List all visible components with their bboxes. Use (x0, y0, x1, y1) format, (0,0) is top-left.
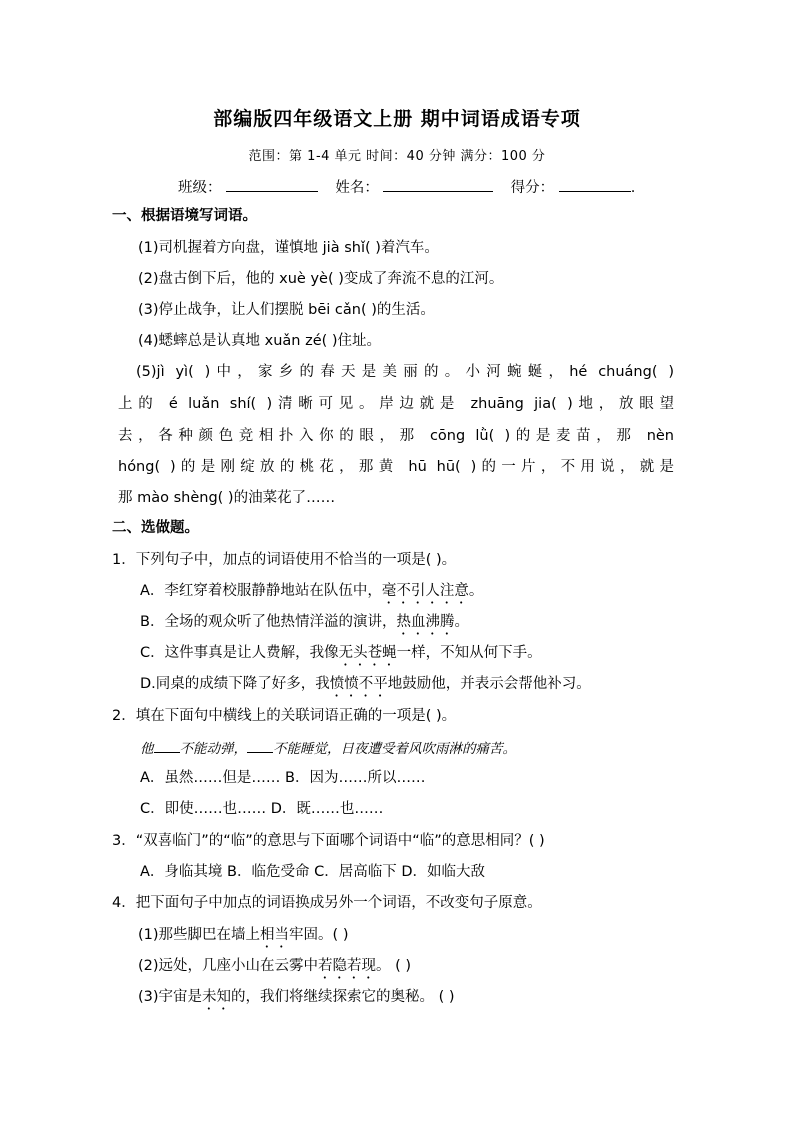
s2-q4-sentence-1: (1)那些脚巴在墙上相当牢固。( ) (138, 927, 349, 943)
dotted-phrase: 愤愤不平 (329, 676, 388, 692)
dotted-phrase: 相当 (260, 927, 290, 943)
s1-question-4: (4)蟋蟀总是认真地 xuǎn zé( )住址。 (138, 333, 382, 349)
s2-q2-sentence: 他 不能动弹， 不能睡觉，日夜遭受着风吹雨淋的痛苦。 (140, 737, 516, 759)
info-end: . (630, 180, 636, 196)
s1-question-2: (2)盘古倒下后，他的 xuè yè( )变成了奔流不息的江河。 (138, 271, 504, 287)
section2-heading: 二、选做题。 (112, 520, 199, 536)
s1-paragraph-line-5: 那 mào shèng( )的油菜花了…… (118, 490, 336, 506)
page-subtitle: 范围：第 1-4 单元 时间：40 分钟 满分：100 分 (248, 149, 546, 164)
s1-paragraph-line-2: 上的 é luǎn shí( )清晰可见。岸边就是 zhuāng jia( )地，放眼望 (118, 396, 674, 412)
s2-q1-option-d: D.同桌的成绩下降了好多，我愤愤不平地鼓励他，并表示会帮他补习。 (140, 676, 591, 692)
s2-q1-option-a: A．李红穿着校服静静地站在队伍中，毫不引人注意。 (140, 583, 484, 599)
class-label: 班级： (178, 180, 222, 196)
s2-q4-sentence-3: (3)宇宙是未知的，我们将继续探索它的奥秘。 ( ) (138, 989, 455, 1005)
dotted-phrase: 未知 (202, 989, 232, 1005)
info-line (178, 176, 635, 198)
s2-q4-stem: 4．把下面句子中加点的词语换成另外一个词语，不改变句子原意。 (112, 895, 542, 911)
s2-q4-sentence-2: (2)远处，几座小山在云雾中若隐若现。 ( ) (138, 958, 412, 974)
fill-blank[interactable] (247, 737, 273, 753)
score-field[interactable] (559, 176, 631, 192)
s2-q1-stem: 1．下列句子中，加点的词语使用不恰当的一项是( )。 (112, 552, 457, 568)
s2-q2-options-ab: A．虽然……但是…… B．因为……所以…… (140, 770, 426, 786)
class-field[interactable] (226, 176, 318, 192)
name-label: 姓名： (335, 180, 379, 196)
fill-blank[interactable] (154, 737, 180, 753)
s2-q2-stem: 2．填在下面句中横线上的关联词语正确的一项是( )。 (112, 708, 457, 724)
score-label: 得分： (510, 180, 555, 196)
name-field[interactable] (383, 176, 493, 192)
dotted-phrase: 热血沸腾 (396, 614, 455, 630)
s1-paragraph-line-3: 去，各种颜色竞相扑入你的眼，那 cōng lǜ( )的是麦苗，那 nèn (118, 428, 674, 444)
s2-q1-option-c: C．这件事真是让人费解，我像无头苍蝇一样，不知从何下手。 (140, 645, 542, 661)
dotted-phrase: 无头苍蝇 (338, 645, 397, 661)
dotted-phrase: 毫不引人注意 (381, 583, 469, 599)
s1-question-3: (3)停止战争，让人们摆脱 bēi cǎn( )的生活。 (138, 302, 435, 318)
s1-paragraph-line-1: (5)jì yì( )中，家乡的春天是美丽的。小河蜿蜒，hé chuáng( ) (136, 364, 674, 380)
s1-paragraph-line-4: hóng( )的是刚绽放的桃花，那黄 hū hū( )的一片，不用说，就是 (118, 459, 674, 475)
s1-question-1: (1)司机握着方向盘，谨慎地 jià shǐ( )着汽车。 (138, 240, 439, 256)
page-title: 部编版四年级语文上册 期中词语成语专项 (213, 108, 581, 130)
s2-q1-option-b: B．全场的观众听了他热情洋溢的演讲，热血沸腾。 (140, 614, 469, 630)
s2-q3-stem: 3．“双喜临门”的“临”的意思与下面哪个词语中“临”的意思相同？( ) (112, 833, 545, 849)
s2-q3-options: A．身临其境 B．临危受命 C．居高临下 D．如临大敌 (140, 864, 485, 880)
s2-q2-options-cd: C．即使……也…… D．既……也…… (140, 801, 384, 817)
section1-heading: 一、根据语境写词语。 (112, 208, 257, 224)
dotted-phrase: 若隐若现 (318, 958, 377, 974)
